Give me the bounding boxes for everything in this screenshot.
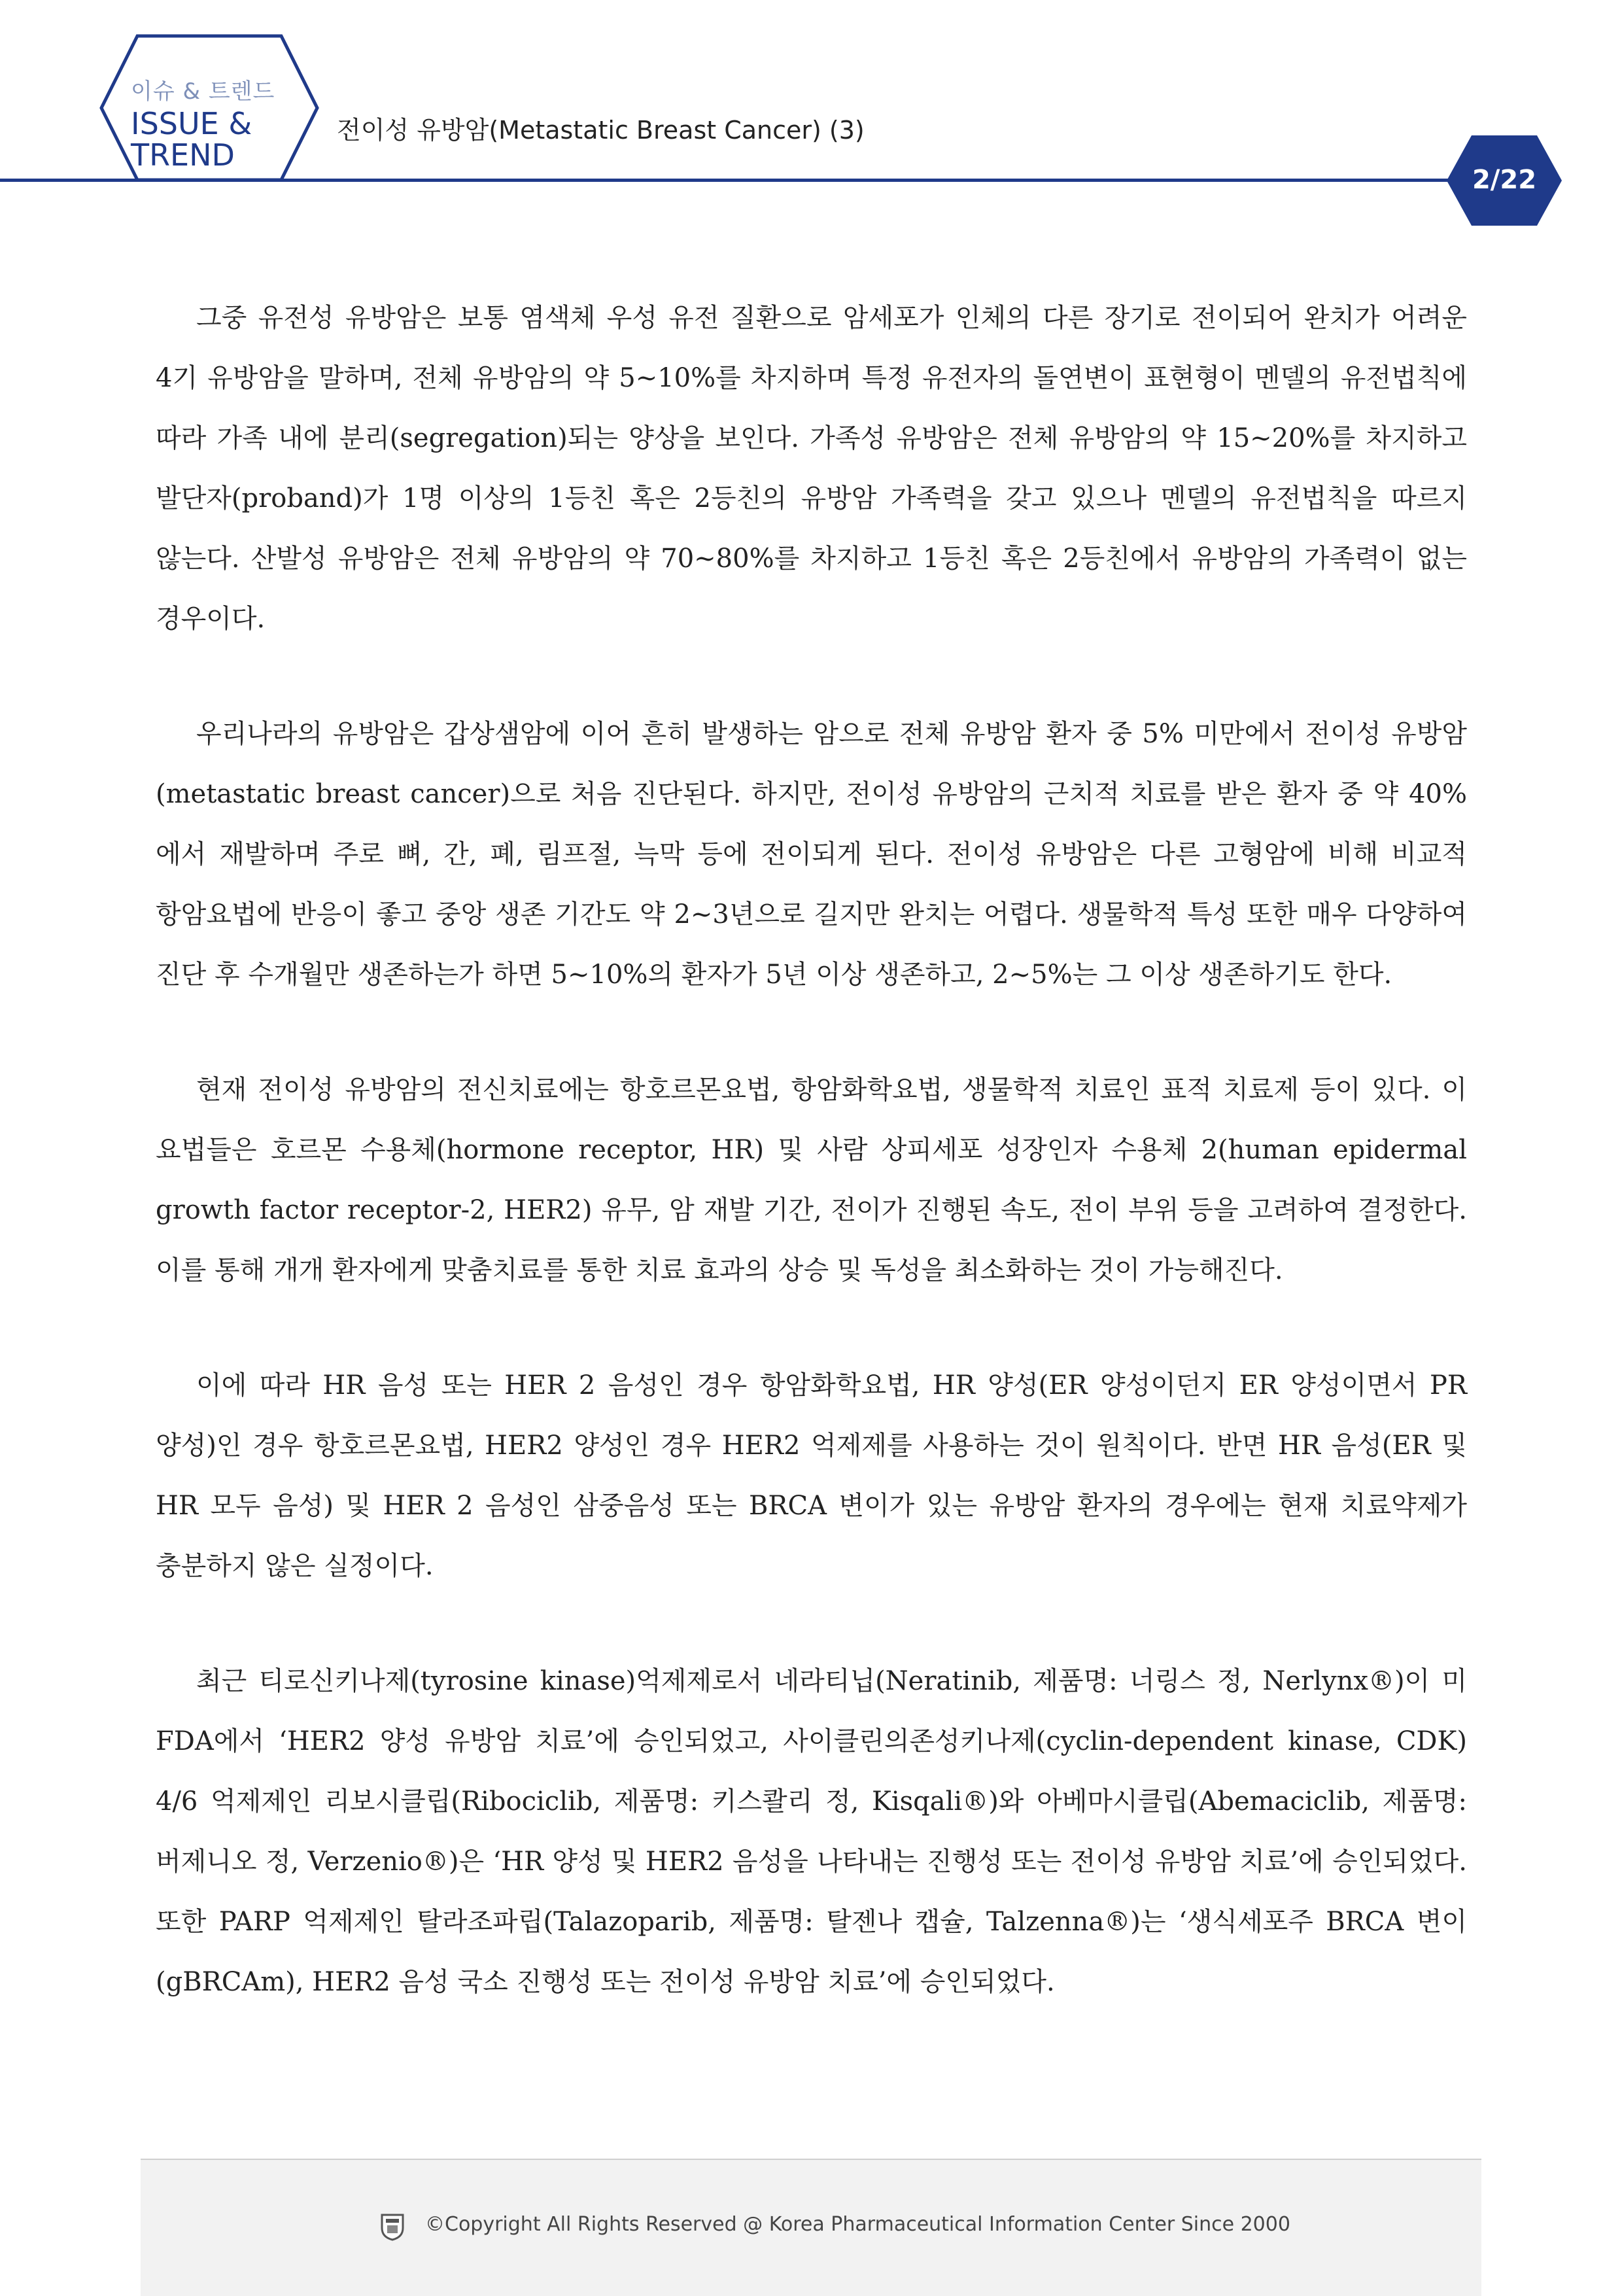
footer-copyright: ©Copyright All Rights Reserved @ Korea Pharmaceutical Information Center Since 2000 xyxy=(425,2213,1290,2236)
logo-trend-label: TREND xyxy=(131,137,235,173)
article-body xyxy=(156,288,1467,2067)
page-number: 2/22 xyxy=(1472,165,1537,195)
paragraph-recent-approvals: 최근 티로신키나제(tyrosine kinase)억제제로서 네라티닙(Neratinib, 제품명: 너링스 정, Nerlynx®)이 미 FDA에서 ‘HER2 양성 유방암 치료’에 승인되었고, 사이클린의존성키나제(cyclin-dependent kinase, CDK) 4/6 억제제인 리보시클립(Ribociclib, 제품명: 키스콸리 정, Kisqali®)와 아베마시클립(Abemaciclib, 제품명: 버제니오 정, Verzenio®)은 ‘HR 양성 및 HER2 음성을 나타내는 진행성 또는 전이성 유방암 치료’에 승인되었다. 또한 PARP 억제제인 탈라조파립(Talazoparib, 제품명: 탈젠나 캡슐, Talzenna®)는 ‘생식세포주 BRCA 변이(gBRCAm), HER2 음성 국소 진행성 또는 전이성 유방암 치료’에 승인되었다. xyxy=(156,1666,1467,1997)
document-title: 전이성 유방암(Metastatic Breast Cancer) (3) xyxy=(337,116,865,145)
logo-korean-label: 이슈 & 트렌드 xyxy=(131,78,275,105)
paragraph-treatment-principles: 이에 따라 HR 음성 또는 HER 2 음성인 경우 항암화학요법, HR 양성(ER 양성이던지 ER 양성이면서 PR 양성)인 경우 항호르몬요법, HER2 양성인 경우 HER2 억제제를 사용하는 것이 원칙이다. 반면 HR 음성(ER 및 HR 모두 음성) 및 HER 2 음성인 삼중음성 또는 BRCA 변이가 있는 유방암 환자의 경우에는 현재 치료약제가 충분하지 않은 실정이다. xyxy=(156,1370,1467,1581)
paragraph-systemic-therapy: 현재 전이성 유방암의 전신치료에는 항호르몬요법, 항암화학요법, 생물학적 치료인 표적 치료제 등이 있다. 이 요법들은 호르몬 수용체(hormone receptor, HR) 및 사람 상피세포 성장인자 수용체 2(human epidermal growth factor receptor-2, HER2) 유무, 암 재발 기간, 전이가 진행된 속도, 전이 부위 등을 고려하여 결정한다. 이를 통해 개개 환자에게 맞춤치료를 통한 치료 효과의 상승 및 독성을 최소화하는 것이 가능해진다. xyxy=(156,1075,1467,1285)
kpic-shield-icon xyxy=(379,2212,406,2241)
logo-issue-label: ISSUE & xyxy=(131,106,252,141)
paragraph-korea-incidence: 우리나라의 유방암은 갑상샘암에 이어 흔히 발생하는 암으로 전체 유방암 환자 중 5% 미만에서 전이성 유방암(metastatic breast cancer)으로 처음 진단된다. 하지만, 전이성 유방암의 근치적 치료를 받은 환자 중 약 40%에서 재발하며 주로 뼈, 간, 폐, 림프절, 늑막 등에 전이되게 된다. 전이성 유방암은 다른 고형암에 비해 비교적 항암요법에 반응이 좋고 중앙 생존 기간도 약 2~3년으로 길지만 완치는 어렵다. 생물학적 특성 또한 매우 다양하여 진단 후 수개월만 생존하는가 하면 5~10%의 환자가 5년 이상 생존하고, 2~5%는 그 이상 생존하기도 한다. xyxy=(156,719,1467,990)
paragraph-hereditary-breast-cancer: 그중 유전성 유방암은 보통 염색체 우성 유전 질환으로 암세포가 인체의 다른 장기로 전이되어 완치가 어려운 4기 유방암을 말하며, 전체 유방암의 약 5~10%를 차지하며 특정 유전자의 돌연변이 표현형이 멘델의 유전법칙에 따라 가족 내에 분리(segregation)되는 양상을 보인다. 가족성 유방암은 전체 유방암의 약 15~20%를 차지하고 발단자(proband)가 1명 이상의 1등친 혹은 2등친의 유방암 가족력을 갖고 있으나 멘델의 유전법칙을 따르지 않는다. 산발성 유방암은 전체 유방암의 약 70~80%를 차지하고 1등친 혹은 2등친에서 유방암의 가족력이 없는 경우이다. xyxy=(156,303,1467,634)
